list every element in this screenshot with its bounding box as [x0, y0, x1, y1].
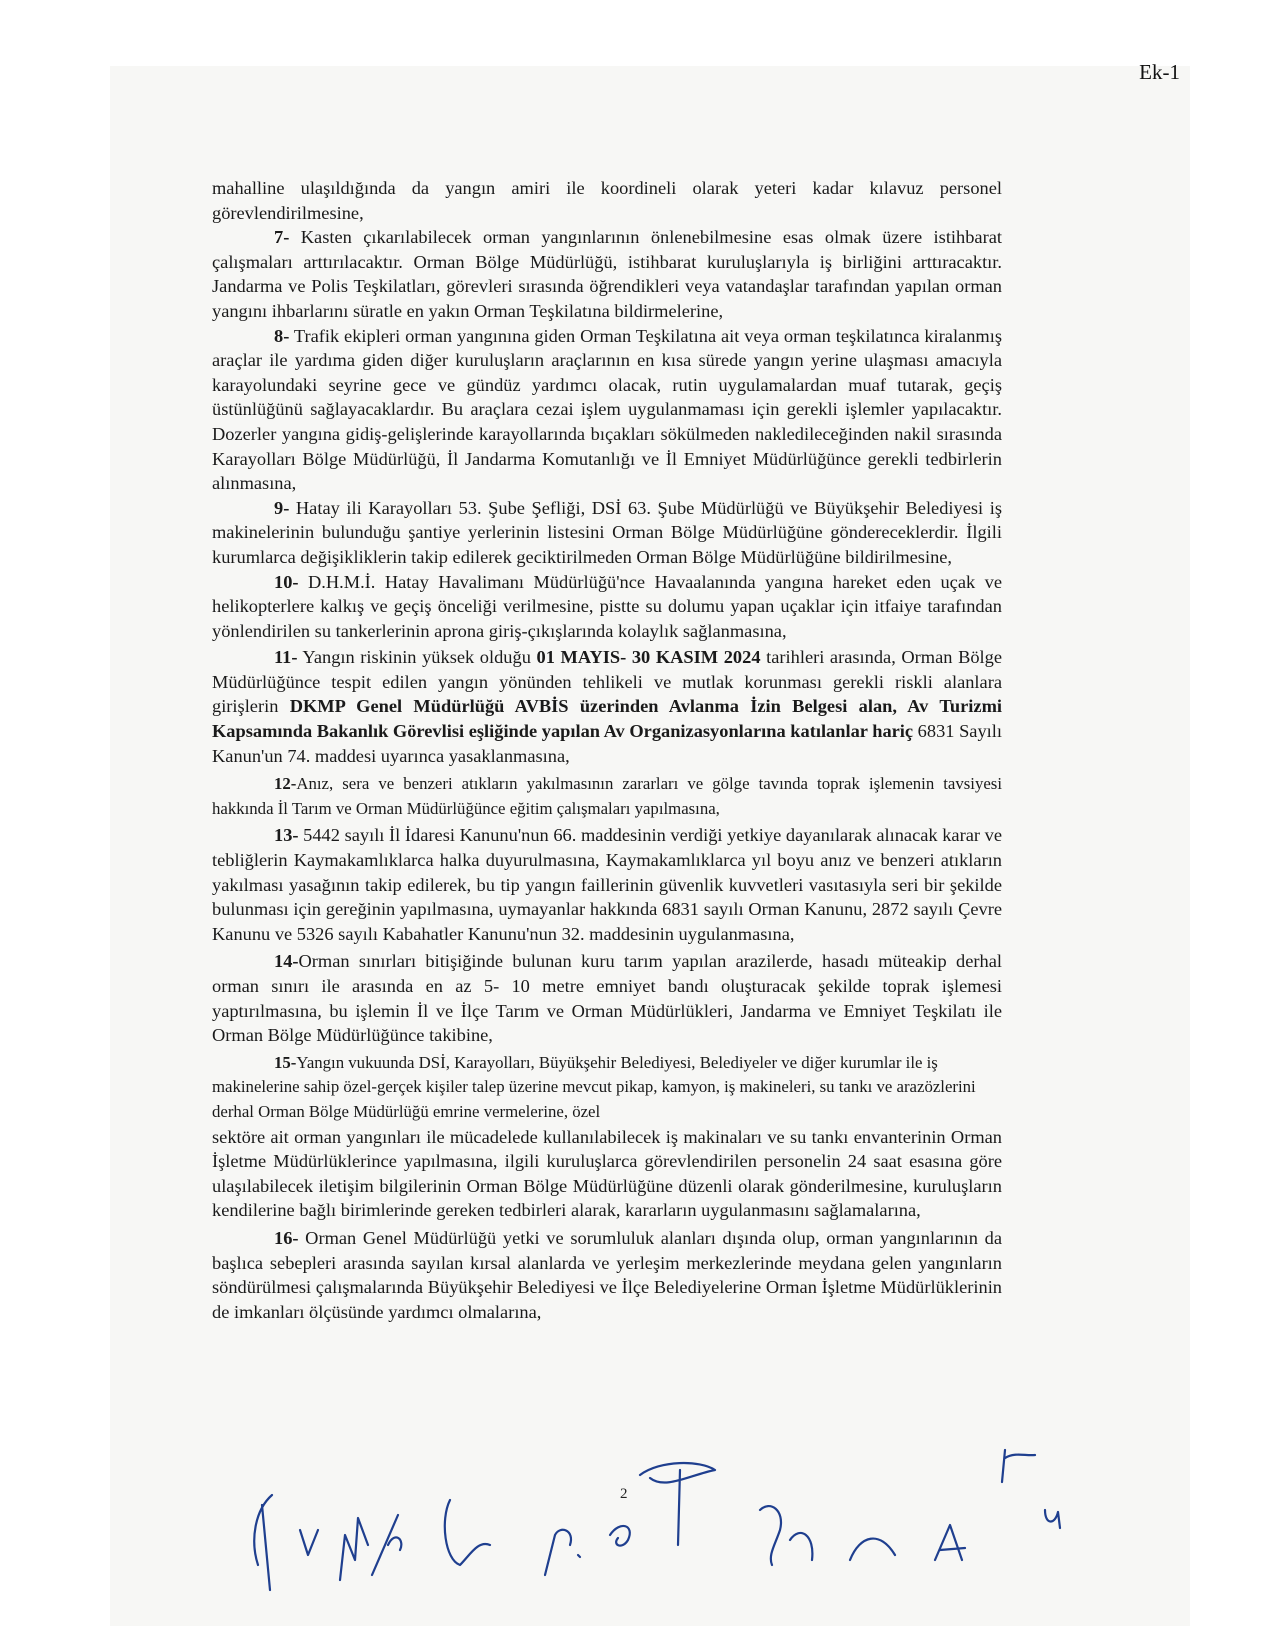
paragraph-continuation: [212, 176, 1002, 225]
paragraph-14: [212, 949, 1002, 1047]
paragraph-text: Orman sınırları bitişiğinde bulunan kuru tarım yapılan arazilerde, hasadı müteakip derhal orman sınırı ile arasında en az 5- 10 metre emniyet bandı oluşturacak şekilde toprak işlemesi yaptırılmasına, bu işlemin İl ve İlçe Tarım ve Orman Müdürlükleri, Jandarma ve Emniyet Teşkilatı ile Orman Bölge Müdürlüğünce takibine,: [212, 951, 1002, 1046]
document-body: [212, 176, 1002, 1324]
paragraph-10: [212, 570, 1002, 644]
paragraph-text: tarihleri arasında, Orman Bölge Müdürlüğünce tespit edilen yangın yönünden tehlikeli ve mutlak korunması gerekli riskli alanlara girişlerin: [212, 647, 1002, 717]
paragraph-text: Trafik ekipleri orman yangınına giden Orman Teşkilatına ait veya orman teşkilatınca kiralanmış araçlar ile yardıma giden diğer kuruluşların araçlarının en kısa sürede yangın yerine ulaşması amacıyla karayolundaki seyrine gece ve gündüz yardımcı olacak, rutin uygulamalardan muaf tutarak, geçiş üstünlüğünü sağlayacaklardır. Bu araçlara cezai işlem uygulanmaması için gerekli işlemler yapılacaktır. Dozerler yangına gidiş-gelişlerinde karayollarında bıçakları sökülmeden nakledileceğinden nakil sırasında Karayolları Bölge Müdürlüğü, İl Jandarma Komutanlığı ve İl Emniyet Müdürlüğünce gerekli tedbirlerin alınmasına,: [212, 325, 1002, 494]
paragraph-15: [212, 1051, 1002, 1125]
paragraph-text: Orman Genel Müdürlüğü yetki ve sorumluluk alanları dışında olup, orman yangınlarının da başlıca sebepleri arasında sayılan kırsal alanlarda ve yerleşim merkezlerinde meydana gelen yangınların söndürülmesi çalışmalarında Büyükşehir Belediyesi ve İlçe Belediyelerine Orman İşletme Müdürlüklerinin de imkanları ölçüsünde yardımcı olmalarına,: [212, 1227, 1002, 1322]
paragraph-text: 6831 Sayılı Kanun'un 74. maddesi uyarınca yasaklanmasına,: [212, 721, 1002, 766]
item-number: 14-: [274, 951, 299, 972]
item-number: 9-: [274, 497, 290, 518]
annex-label: Ek-1: [1139, 60, 1180, 84]
paragraph-8: [212, 324, 1002, 496]
paragraph-text: Hatay ili Karayolları 53. Şube Şefliği, DSİ 63. Şube Müdürlüğü ve Büyükşehir Belediyesi iş makinelerinin bulunduğu şantiye yerlerinin listesini Orman Bölge Müdürlüğüne göndereceklerdir. İlgili kurumlarca değişikliklerin takip edilerek geciktirilmeden Orman Bölge Müdürlüğüne bildirilmesine,: [212, 497, 1002, 567]
item-number: 7-: [274, 227, 290, 248]
paragraph-text: Anız, sera ve benzeri atıkların yakılmasının zararları ve gölge tavında toprak işlemenin tavsiyesi hakkında İl Tarım ve Orman Müdürlüğünce eğitim çalışmaları yapılmasına,: [212, 774, 1002, 818]
item-number: 13-: [274, 825, 299, 846]
paragraph-13: [212, 823, 1002, 946]
paragraph-text: sektöre ait orman yangınları ile mücadelede kullanılabilecek iş makinaları ve su tankı envanterinin Orman İşletme Müdürlüklerince yapılmasına, ilgili kuruluşlarca görevlendirilen personelin 24 saat esasına göre ulaşılabilecek iletişim bilgilerinin Orman Bölge Müdürlüğüne düzenli olarak gönderilmesine, kuruluşların kendilerine bağlı birimlerinde gereken tedbirleri alarak, kararların uygulanmasını sağlamalarına,: [212, 1126, 1002, 1221]
paragraph-text: 5442 sayılı İl İdaresi Kanunu'nun 66. maddesinin verdiği yetkiye dayanılarak alınacak karar ve tebliğlerin Kaymakamlıklarca halka duyurulmasına, Kaymakamlıklarca yıl boyu anız ve benzeri atıkların yakılması yasağının takip edilerek, bu tip yangın faillerinin güvenlik kuvvetleri vasıtasıyla seri bir şekilde bulunması için gereğinin yapılmasına, uymayanlar hakkında 6831 sayılı Orman Kanunu, 2872 sayılı Çevre Kanunu ve 5326 sayılı Kabahatler Kanunu'nun 32. maddesinin uygulanmasına,: [212, 825, 1002, 944]
item-number: 8-: [274, 325, 290, 346]
paragraph-16: [212, 1226, 1002, 1324]
page-number: 2: [620, 1486, 628, 1502]
paragraph-text: Kasten çıkarılabilecek orman yangınlarının önlenebilmesine esas olmak üzere istihbarat çalışmaları arttırılacaktır. Orman Bölge Müdürlüğü, istihbarat kuruluşlarıyla iş birliğini arttıracaktır. Jandarma ve Polis Teşkilatları, görevleri sırasında öğrendikleri veya vatandaşlar tarafından yapılan orman yangını ihbarlarını süratle en yakın Orman Teşkilatına bildirmelerine,: [212, 227, 1002, 321]
item-number: 11-: [274, 647, 298, 668]
item-number: 15-: [274, 1052, 297, 1072]
exception-text: DKMP Genel Müdürlüğü AVBİS üzerinden Avlanma İzin Belgesi alan, Av Turizmi Kapsamında Bakanlık Görevlisi eşliğinde yapılan Av Organizasyonlarına katılanlar hariç: [212, 696, 1002, 742]
paragraph-15-continued: [212, 1125, 1002, 1223]
paragraph-9: [212, 496, 1002, 570]
item-number: 10-: [274, 571, 299, 592]
item-number: 12-: [274, 774, 297, 794]
paragraph-text: mahalline ulaşıldığında da yangın amiri ile koordineli olarak yeteri kadar kılavuz personel görevlendirilmesine,: [212, 178, 1002, 223]
item-number: 16-: [274, 1227, 299, 1248]
paragraph-11: [212, 645, 1002, 768]
paragraph-text: Yangın vukuunda DSİ, Karayolları, Büyükşehir Belediyesi, Belediyeler ve diğer kurumlar ile iş makinelerine sahip özel-gerçek kişiler talep üzerine mevcut pikap, kamyon, iş makineleri, su tankı ve arazözlerini derhal Orman Bölge Müdürlüğü emrine vermelerine, özel: [212, 1052, 976, 1121]
date-range: 01 MAYIS- 30 KASIM 2024: [536, 647, 761, 668]
paragraph-7: [212, 225, 1002, 323]
paragraph-text: Yangın riskinin yüksek olduğu: [297, 647, 537, 668]
paragraph-text: D.H.M.İ. Hatay Havalimanı Müdürlüğü'nce Havaalanında yangına hareket eden uçak ve helikopterlere kalkış ve geçiş önceliği verilmesine, pistte su dolumu yapan uçaklar için itfaiye tarafından yönlendirilen su tankerlerinin aprona giriş-çıkışlarında kolaylık sağlanmasına,: [212, 571, 1002, 641]
paragraph-12: [212, 772, 1002, 821]
